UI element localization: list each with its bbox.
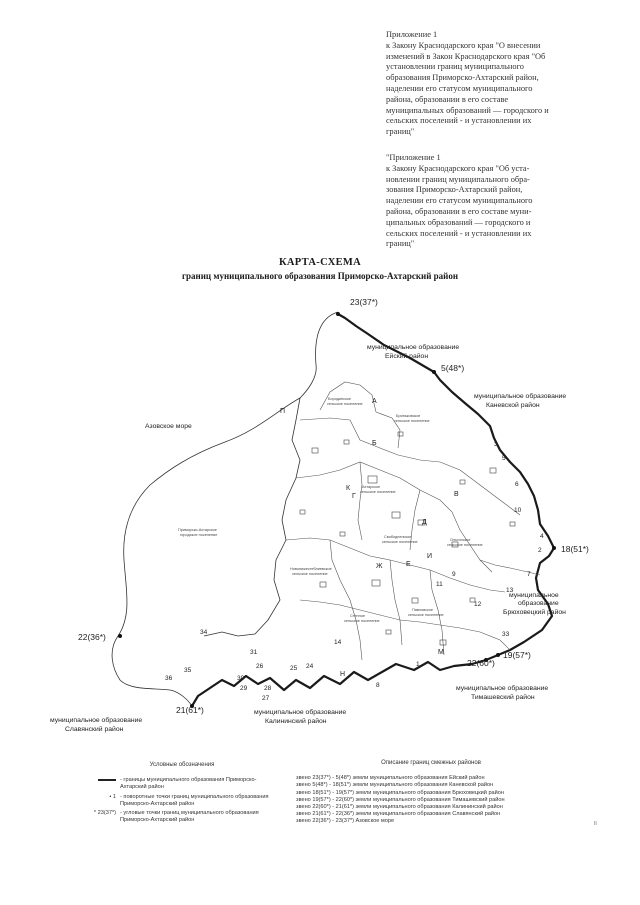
turn-point-12: 12 bbox=[474, 601, 482, 608]
appendix-line: образования Приморско-Ахтарский район, bbox=[386, 73, 539, 83]
neighbor-kanev-name: Каневской район bbox=[486, 402, 540, 409]
letter-v: В bbox=[454, 491, 459, 498]
adjacent-item: звено 5(48*) - 18(51*) земли муниципального образования Каневской район bbox=[296, 782, 494, 789]
turn-point-29: 29 bbox=[240, 685, 248, 692]
sp-akhtarskoe: Ахтарское bbox=[362, 485, 381, 489]
appendix-line: границ" bbox=[386, 127, 415, 137]
turn-point-9: 9 bbox=[452, 571, 456, 578]
appendix-line: района, образовании в его составе bbox=[386, 94, 509, 104]
map-title: КАРТА-СХЕМА bbox=[279, 257, 361, 268]
sp-bryukh-2: сельское поселение bbox=[394, 419, 430, 423]
turn-point-25: 25 bbox=[290, 665, 298, 672]
appendix-line: границ" bbox=[386, 239, 415, 249]
sp-olginskoe-2: сельское поселение bbox=[447, 543, 483, 547]
sp-borodinskoe-2: сельское поселение bbox=[327, 402, 363, 406]
letter-i: И bbox=[427, 553, 433, 560]
appendix-line: ципальных образований — городского и bbox=[386, 217, 531, 227]
appendix-line: установлении границ муниципального bbox=[386, 62, 524, 72]
appendix-line: к Закону Краснодарского края "О внесении bbox=[386, 40, 541, 50]
neighbor-timash-name: Тимашевский район bbox=[471, 694, 535, 701]
turn-point-11: 11 bbox=[436, 581, 443, 588]
sp-novonizhest-2: сельское поселение bbox=[292, 572, 328, 576]
turn-point-34: 34 bbox=[200, 629, 208, 636]
legend-text: - угловые точки границ муниципального образования Приморско-Ахтарский район bbox=[120, 810, 259, 824]
neighbor-yeisk: муниципальное образование bbox=[367, 344, 460, 351]
neighbor-bryukh-name: Брюховецкий район bbox=[503, 609, 566, 616]
letter-e: Е bbox=[406, 561, 411, 568]
neighbor-timash: муниципальное образование bbox=[456, 685, 549, 692]
appendix-line: сельских поселений - и установлении их bbox=[386, 116, 532, 126]
adjacent-item: звено 22(36*) - 23(37*) Азовское море bbox=[296, 818, 395, 825]
letter-m: М bbox=[438, 649, 444, 656]
legend-row-boundary bbox=[82, 777, 282, 791]
boundary-line-symbol bbox=[82, 777, 120, 791]
neighbor-yeisk-name: Ейский район bbox=[385, 353, 429, 360]
appendix-line: района, образовании в его составе муни- bbox=[386, 206, 532, 216]
letter-d: Д bbox=[422, 519, 427, 526]
appendix-line: наделении его статусом муниципального bbox=[386, 196, 533, 206]
sp-primorsko: Приморско-Ахтарское bbox=[178, 528, 217, 532]
corner-point-markers bbox=[118, 312, 556, 708]
letter-a: А bbox=[372, 398, 377, 405]
neighbor-bryukh: муниципальное bbox=[509, 592, 559, 599]
turn-point-27: 27 bbox=[262, 695, 270, 702]
letter-g: Г bbox=[352, 493, 356, 500]
turn-point-5: 5 bbox=[502, 455, 506, 462]
internal-boundaries bbox=[286, 382, 540, 660]
sp-novonizhest: Новонижестеблиевское bbox=[290, 567, 332, 571]
appendix-line: Приложение 1 bbox=[386, 30, 438, 39]
sp-olginskoe: Ольгинское bbox=[450, 538, 471, 542]
sp-bryukh: Бриньковское bbox=[396, 414, 421, 418]
legend-row-turn bbox=[82, 794, 282, 808]
coastline bbox=[112, 312, 338, 706]
map-subtitle: границ муниципального образования Приморско-Ахтарский район bbox=[181, 271, 459, 281]
turn-point-1: 1 bbox=[416, 661, 420, 668]
sp-pavlov-2: сельское поселение bbox=[408, 613, 444, 617]
turn-point-28: 28 bbox=[264, 685, 272, 692]
appendix-line: сельских поселений - и установлении их bbox=[386, 228, 532, 238]
point-21-61: 21(61*) bbox=[176, 705, 204, 715]
point-22-60: 22(60*) bbox=[467, 658, 495, 668]
turn-point-symbol: • 1 bbox=[109, 793, 116, 800]
sp-stepnoe: Степное bbox=[350, 614, 365, 618]
neighbor-kalin: муниципальное образование bbox=[254, 709, 347, 716]
sea-label: Азовское море bbox=[145, 423, 192, 430]
neighbor-kanev: муниципальное образование bbox=[474, 393, 567, 400]
letter-n: Н bbox=[340, 671, 346, 678]
point-19-57: 19(57*) bbox=[503, 650, 531, 660]
legend-text: - поворотные точки границ муниципального образования Приморско-Ахтарский район bbox=[120, 793, 269, 807]
turn-point-30: 30 bbox=[237, 675, 245, 682]
letter-b: Б bbox=[372, 440, 377, 447]
turn-point-4: 4 bbox=[540, 533, 544, 540]
legend bbox=[82, 762, 282, 826]
sp-svobodnen: Свободненское bbox=[384, 535, 412, 539]
legend-title: Условные обозначения bbox=[149, 762, 215, 768]
sp-primorsko-2: городское поселение bbox=[180, 533, 218, 537]
appendix-line: "Приложение 1 bbox=[386, 153, 441, 162]
appendix-line: изменений в Закон Краснодарского края "Об bbox=[386, 51, 546, 61]
turn-point-3: 3 bbox=[494, 441, 498, 448]
page-number: II bbox=[594, 821, 597, 827]
point-23-37: 23(37*) bbox=[350, 297, 378, 307]
turn-point-26: 26 bbox=[256, 663, 264, 670]
adjacent-item: звено 21(61*) - 22(36*) земли муниципального образования Славянский район bbox=[296, 811, 501, 818]
adjacent-item: звено 18(51*) - 19(57*) земли муниципального образования Брюховецкий район bbox=[296, 789, 504, 796]
neighbor-kalin-name: Калининский район bbox=[265, 718, 327, 725]
turn-point-8: 8 bbox=[376, 682, 380, 689]
appendix-line: муниципальных образований — городского и bbox=[386, 105, 549, 115]
sp-borodinskoe: Бородинское bbox=[328, 397, 352, 401]
neighbor-bryukh-2: образование bbox=[518, 600, 559, 607]
appendix-line: к Закону Краснодарского края "Об уста- bbox=[386, 163, 530, 173]
sp-akhtarskoe-2: сельское поселение bbox=[360, 490, 396, 494]
turn-point-35: 35 bbox=[184, 667, 192, 674]
point-5-48: 5(48*) bbox=[441, 363, 465, 373]
turn-point-24: 24 bbox=[306, 663, 314, 670]
turn-point-36: 36 bbox=[165, 675, 173, 682]
turn-point-2: 2 bbox=[538, 547, 542, 554]
sp-svobodnen-2: сельское поселение bbox=[382, 540, 418, 544]
turn-point-31: 31 bbox=[250, 649, 258, 656]
appendix-line: новлении границ муниципального обра- bbox=[386, 174, 530, 184]
turn-point-33: 33 bbox=[502, 631, 510, 638]
letter-zh: Ж bbox=[376, 563, 383, 570]
sp-stepnoe-2: сельское поселение bbox=[344, 619, 380, 623]
sp-pavlov: Павловское bbox=[412, 608, 433, 612]
legend-row-corner bbox=[82, 810, 282, 824]
letter-k: К bbox=[346, 485, 351, 492]
point-18-51: 18(51*) bbox=[561, 544, 589, 554]
adjacent-title: Описание границ смежных районов bbox=[381, 760, 481, 766]
adjacent-districts bbox=[296, 760, 566, 826]
turn-point-13: 13 bbox=[506, 587, 514, 594]
corner-point-symbol: * 23(37*) bbox=[93, 810, 116, 817]
point-22-36: 22(36*) bbox=[78, 632, 106, 642]
adjacent-item: звено 23(37*) - 5(48*) земли муниципального образования Ейский район bbox=[296, 775, 485, 782]
legend-text: - границы муниципального образования Приморско-Ахтарский район bbox=[120, 777, 257, 791]
west-boundary bbox=[204, 398, 300, 636]
neighbor-slav: муниципальное образование bbox=[50, 717, 143, 724]
neighbor-slav-name: Славянский район bbox=[65, 726, 124, 733]
adjacent-item: звено 19(57*) - 22(60*) земли муниципального образования Тимашевский район bbox=[296, 796, 505, 803]
turn-point-6: 6 bbox=[515, 481, 519, 488]
appendix-line: зования Приморско-Ахтарский район, bbox=[386, 185, 523, 195]
letter-p: П bbox=[280, 408, 286, 415]
turn-point-10: 10 bbox=[514, 507, 522, 514]
turn-point-14: 14 bbox=[334, 639, 342, 646]
adjacent-item: звено 22(60*) - 21(61*) земли муниципального образования Калининский район bbox=[296, 804, 503, 811]
appendix-line: наделении его статусом муниципального bbox=[386, 83, 533, 93]
district-boundary bbox=[192, 314, 554, 706]
turn-point-7: 7 bbox=[527, 571, 531, 578]
